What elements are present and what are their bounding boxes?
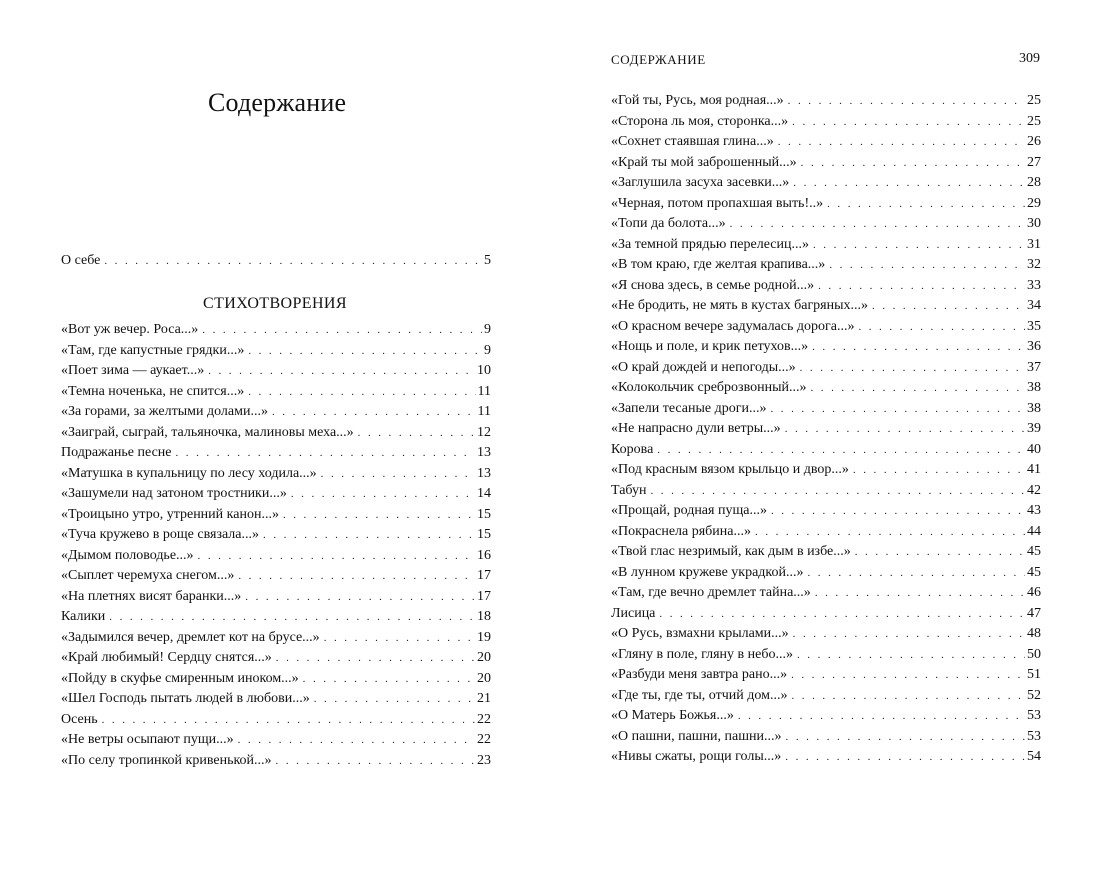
toc-entry-title: «Там, где вечно дремлет тайна...» [611,585,811,600]
toc-entry-page: 9 [484,342,491,358]
toc-entry-page: 11 [477,383,491,399]
toc-entry-page: 26 [1027,134,1041,149]
toc-entry-page: 15 [477,527,491,542]
toc-entry-title: «О пашни, пашни, пашни...» [611,728,782,744]
dot-leader [208,361,475,382]
toc-entry-title: «Край ты мой заброшенный...» [611,154,797,170]
toc-entry [611,522,1041,543]
toc-entry-page: 46 [1027,585,1041,600]
toc-entry-title: «Заиграй, сыграй, тальяночка, малиновы меха...» [61,424,354,440]
dot-leader [815,583,1025,604]
toc-entry-title: Калики [61,609,106,624]
toc-entry-title: «Гой ты, Русь, моя родная...» [611,93,784,108]
toc-entry-page: 29 [1027,195,1041,211]
toc-entry [611,645,1041,666]
toc-entry-title: «Задымился вечер, дремлет кот на брусе...» [61,629,320,645]
dot-leader [238,730,475,751]
toc-entry-page: 37 [1027,359,1041,375]
toc-entry [611,563,1041,584]
toc-list-right [611,91,1041,768]
toc-entry-page: 17 [477,568,491,583]
toc-entry [611,706,1041,727]
dot-leader [797,645,1025,666]
toc-entry-page: 43 [1027,503,1041,518]
toc-entry-title: «Поет зима — аукает...» [61,363,205,378]
page-number: 309 [1019,51,1040,66]
toc-entry-title: «Твой глас незримый, как дым в избе...» [611,544,851,559]
dot-leader [657,440,1025,461]
dot-leader [202,320,482,341]
dot-leader [321,464,475,485]
dot-leader [792,112,1025,133]
toc-entry [611,194,1041,215]
toc-entry [61,587,491,608]
toc-entry-title: «Сыплет черемуха снегом...» [61,568,235,583]
dot-leader [176,443,476,464]
toc-entry-page: 16 [477,547,491,563]
dot-leader [291,484,475,505]
dot-leader [791,686,1025,707]
dot-leader [248,341,482,362]
toc-entry-title: «Шел Господь пытать людей в любови...» [61,691,310,706]
toc-entry-page: 12 [477,424,491,440]
toc-entry-page: 27 [1027,154,1041,170]
toc-entry-title: «В том краю, где желтая крапива...» [611,257,826,272]
toc-entry-page: 5 [484,253,491,268]
toc-entry-title: «На плетнях висят баранки...» [61,588,242,604]
toc-entry-page: 13 [477,465,491,481]
toc-entry-title: «Дымом половодье...» [61,547,194,563]
toc-entry-title: «Разбуди меня завтра рано...» [611,667,788,682]
toc-entry-title: «Зашумели над затоном тростники...» [61,486,287,501]
toc-entry [611,276,1041,297]
dot-leader [272,402,476,423]
toc-entry [611,255,1041,276]
dot-leader [755,522,1025,543]
right-page [550,0,1100,873]
toc-entry-page: 41 [1027,462,1041,477]
toc-entry-page: 53 [1027,728,1041,744]
toc-entry-title: Лисица [611,605,656,621]
dot-leader [358,423,475,444]
toc-entry-page: 35 [1027,318,1041,334]
toc-entry-title: «Покраснела рябина...» [611,523,752,539]
dot-leader [813,235,1025,256]
toc-entry [611,317,1041,338]
toc-entry [611,419,1041,440]
toc-entry-page: 9 [484,322,491,337]
toc-entry [61,710,491,731]
toc-entry [61,341,491,362]
dot-leader [104,251,482,272]
toc-entry [61,607,491,628]
dot-leader [276,751,475,772]
toc-entry-title: «Заглушила засуха засевки...» [611,175,790,190]
toc-entry-title: «Троицыно утро, утренний канон...» [61,506,279,522]
toc-entry-title: «О Матерь Божья...» [611,708,734,723]
toc-entry-title: «Пойду в скуфье смиренным иноком...» [61,670,299,686]
dot-leader [651,481,1026,502]
dot-leader [810,378,1025,399]
toc-entry-title: «Сторона ль моя, сторонка...» [611,113,789,129]
toc-entry-page: 42 [1027,482,1041,498]
toc-entry [611,542,1041,563]
toc-entry-page: 33 [1027,277,1041,293]
running-head: СОДЕРЖАНИЕ [611,52,706,67]
toc-entry-title: «Прощай, родная пуща...» [611,503,767,518]
dot-leader [785,419,1025,440]
toc-entry-title: «В лунном кружеве украдкой...» [611,564,804,580]
toc-entry-page: 10 [477,363,491,378]
dot-leader [109,607,475,628]
toc-entry [61,443,491,464]
dot-leader [314,689,475,710]
toc-entry-title: «Нощь и поле, и крик петухов...» [611,339,809,354]
toc-entry [61,525,491,546]
dot-leader [791,665,1025,686]
dot-leader [283,505,475,526]
toc-entry-page: 14 [477,486,491,501]
toc-entry-title: «Под красным вязом крыльцо и двор...» [611,462,849,477]
toc-entry-page: 39 [1027,421,1041,436]
toc-entry-title: «Не напрасно дули ветры...» [611,421,781,436]
toc-entry [611,378,1041,399]
toc-entry-title: Подражанье песне [61,445,172,460]
toc-entry [61,382,491,403]
toc-entry-title: О себе [61,253,101,268]
toc-entry [611,686,1041,707]
toc-entry [611,153,1041,174]
toc-entry [611,173,1041,194]
toc-entry-page: 23 [477,752,491,768]
toc-entry-title: «Не бродить, не мять в кустах багряных...» [611,298,869,313]
dot-leader [818,276,1025,297]
toc-entry [611,481,1041,502]
toc-entry [611,132,1041,153]
toc-entry-page: 34 [1027,298,1041,313]
toc-entry-page: 25 [1027,113,1041,129]
toc-entry-title: «Туча кружево в роще связала...» [61,527,260,542]
toc-entry-page: 38 [1027,380,1041,395]
toc-entry-page: 19 [477,629,491,645]
toc-entry [611,665,1041,686]
toc-entry [61,648,491,669]
dot-leader [800,358,1025,379]
toc-entry [61,251,491,272]
toc-entry-title: «Нивы сжаты, рощи голы...» [611,749,782,764]
toc-entry-page: 20 [477,670,491,686]
toc-entry [611,235,1041,256]
dot-leader [788,91,1025,112]
toc-entry-page: 36 [1027,339,1041,354]
dot-leader [858,317,1025,338]
toc-entry [61,628,491,649]
dot-leader [730,214,1025,235]
dot-leader [801,153,1025,174]
toc-entry [611,337,1041,358]
toc-entry [61,423,491,444]
toc-entry-page: 50 [1027,646,1041,662]
toc-entry-title: Осень [61,711,98,727]
toc-entry-title: «Черная, потом пропахшая выть!..» [611,195,824,211]
dot-leader [771,501,1025,522]
toc-entry [611,624,1041,645]
dot-leader [793,173,1025,194]
toc-intro-list [61,251,491,272]
toc-entry-title: Корова [611,441,654,457]
toc-entry [611,460,1041,481]
toc-entry [611,296,1041,317]
toc-entry [611,604,1041,625]
toc-entry-page: 54 [1027,749,1041,764]
toc-entry-page: 11 [477,404,491,419]
toc-entry-page: 20 [477,650,491,665]
toc-entry [611,112,1041,133]
toc-entry-page: 51 [1027,667,1041,682]
dot-leader [778,132,1025,153]
toc-entry [61,751,491,772]
toc-entry-page: 38 [1027,400,1041,416]
toc-entry-page: 45 [1027,564,1041,580]
toc-entry-title: «Вот уж вечер. Роса...» [61,322,199,337]
toc-entry [61,484,491,505]
section-heading: СТИХОТВОРЕНИЯ [203,295,347,312]
toc-entry-title: «Колокольчик среброзвонный...» [611,380,807,395]
toc-entry [61,730,491,751]
toc-entry [611,91,1041,112]
dot-leader [238,566,475,587]
dot-leader [303,669,475,690]
toc-entry [611,747,1041,768]
toc-entry [61,361,491,382]
dot-leader [853,460,1025,481]
toc-entry-page: 45 [1027,544,1041,559]
dot-leader [785,747,1025,768]
toc-entry [61,689,491,710]
toc-entry-title: «Не ветры осыпают пущи...» [61,732,234,747]
dot-leader [829,255,1025,276]
dot-leader [793,624,1025,645]
toc-entry [611,501,1041,522]
dot-leader [770,399,1025,420]
page-title: Содержание [208,88,347,117]
toc-entry-title: «О Русь, взмахни крылами...» [611,626,789,641]
dot-leader [738,706,1025,727]
toc-entry-title: «Топи да болота...» [611,216,726,231]
toc-entry-title: «За темной прядью перелесиц...» [611,236,809,252]
dot-leader [659,604,1025,625]
toc-entry-page: 28 [1027,175,1041,190]
toc-entry [61,402,491,423]
toc-entry [611,214,1041,235]
toc-entry [61,566,491,587]
toc-entry [611,358,1041,379]
toc-entry-title: «Темна ноченька, не спится...» [61,383,245,399]
dot-leader [263,525,475,546]
toc-entry-page: 13 [477,445,491,460]
toc-entry-title: «За горами, за желтыми долами...» [61,404,268,419]
toc-entry-title: «Запели тесаные дроги...» [611,400,767,416]
toc-entry [61,505,491,526]
dot-leader [872,296,1025,317]
toc-entry-page: 53 [1027,708,1041,723]
toc-entry [611,727,1041,748]
toc-entry-page: 44 [1027,523,1041,539]
dot-leader [276,648,475,669]
toc-entry-title: «Я снова здесь, в семье родной...» [611,277,815,293]
toc-entry-page: 22 [477,732,491,747]
dot-leader [827,194,1025,215]
dot-leader [786,727,1025,748]
dot-leader [245,587,475,608]
toc-entry-page: 52 [1027,687,1041,703]
toc-entry [61,464,491,485]
dot-leader [102,710,475,731]
toc-entry [61,669,491,690]
toc-entry [611,440,1041,461]
toc-entry-title: «Гляну в поле, гляну в небо...» [611,646,793,662]
toc-entry [61,546,491,567]
toc-entry-page: 18 [477,609,491,624]
toc-entry-title: «Край любимый! Сердцу снятся...» [61,650,272,665]
toc-entry-page: 47 [1027,605,1041,621]
toc-entry-page: 25 [1027,93,1041,108]
toc-entry [61,320,491,341]
toc-entry-title: «Где ты, где ты, отчий дом...» [611,687,788,703]
toc-entry [611,583,1041,604]
toc-entry-page: 21 [477,691,491,706]
toc-entry-title: «О край дождей и непогоды...» [611,359,796,375]
toc-entry-title: «О красном вечере задумалась дорога...» [611,318,855,334]
toc-entry-page: 30 [1027,216,1041,231]
toc-entry [611,399,1041,420]
toc-entry-page: 40 [1027,441,1041,457]
toc-entry-page: 48 [1027,626,1041,641]
dot-leader [248,382,475,403]
toc-entry-page: 17 [477,588,491,604]
toc-entry-title: Табун [611,482,647,498]
toc-list-left [61,320,491,771]
dot-leader [812,337,1025,358]
toc-entry-page: 31 [1027,236,1041,252]
dot-leader [855,542,1025,563]
dot-leader [324,628,475,649]
dot-leader [808,563,1026,584]
dot-leader [198,546,475,567]
toc-entry-title: «Матушка в купальницу по лесу ходила...» [61,465,317,481]
toc-entry-page: 15 [477,506,491,522]
toc-entry-page: 32 [1027,257,1041,272]
toc-entry-page: 22 [477,711,491,727]
toc-entry-title: «Там, где капустные грядки...» [61,342,245,358]
toc-entry-title: «По селу тропинкой кривенькой...» [61,752,272,768]
toc-entry-title: «Сохнет стаявшая глина...» [611,134,774,149]
